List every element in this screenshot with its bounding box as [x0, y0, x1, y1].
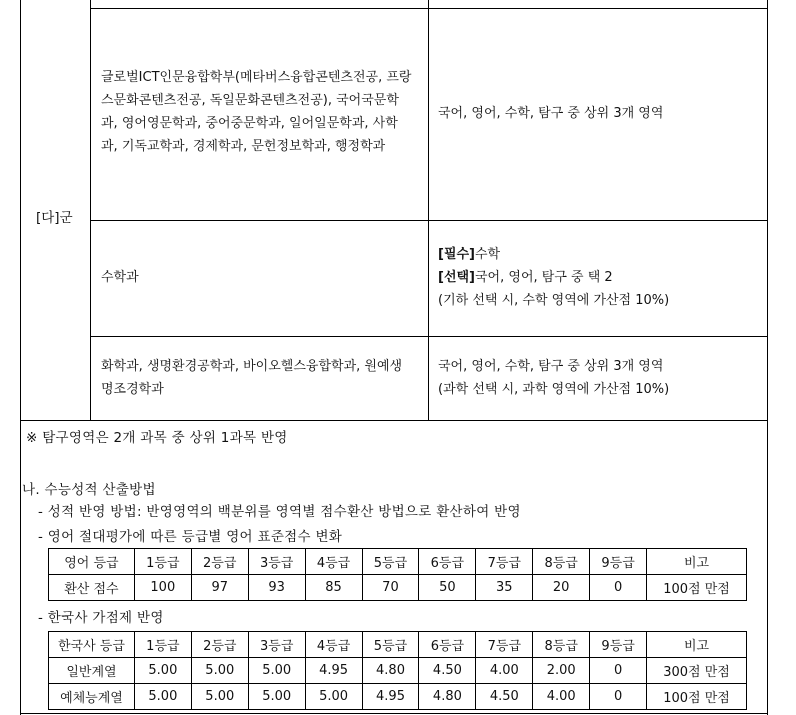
row2-criteria: [필수]수학 [선택]국어, 영어, 탐구 중 택 2 (기하 선택 시, 수학 영역에 가산점 10%) — [438, 247, 670, 308]
document-rule-bottom — [20, 713, 768, 714]
table-row: 한국사 등급 1등급 2등급 3등급 4등급 5등급 6등급 7등급 8등급 9등급 비고 — [49, 632, 747, 658]
inquiry-note: ※ 탐구영역은 2개 과목 중 상위 1과목 반영 — [26, 430, 288, 446]
table-rule-group-col — [90, 0, 91, 420]
section-title: 나. 수능성적 산출방법 — [22, 482, 156, 498]
row1-criteria: 국어, 영어, 수학, 탐구 중 상위 3개 영역 — [438, 106, 664, 121]
row3-departments: 화학과, 생명환경공학과, 바이오헬스융합학과, 원예생 명조경학과 — [101, 359, 403, 397]
row1-departments: 글로벌ICT인문융합학부(메타버스융합콘텐츠전공, 프랑 스문화콘텐츠전공, 독일문화콘텐츠전공), 국어국문학 과, 영어영문학과, 중어중문학과, 일어일문학과, 사학 과, 기독교학과, 경제학과, 문헌정보학과, 행정학과 — [101, 70, 412, 154]
table-rule-row2 — [90, 336, 768, 337]
required-tag: [필수] — [438, 247, 475, 262]
table-rule-criteria-col — [428, 0, 429, 420]
table-row: 환산 점수 100 97 93 85 70 50 35 20 0 100점 만점 — [49, 575, 747, 601]
table-rule-bottom — [20, 420, 768, 421]
table-row: 영어 등급 1등급 2등급 3등급 4등급 5등급 6등급 7등급 8등급 9등급 비고 — [49, 549, 747, 575]
group-label: [다]군 — [36, 210, 73, 226]
table-row: 예체능계열 5.00 5.00 5.00 5.00 4.95 4.80 4.50 4.00 0 100점 만점 — [49, 684, 747, 710]
table-row: 일반계열 5.00 5.00 5.00 4.95 4.80 4.50 4.00 2.00 0 300점 만점 — [49, 658, 747, 684]
bullet-method: - 성적 반영 방법: 반영영역의 백분위를 영역별 점수환산 방법으로 환산하여 반영 — [38, 504, 521, 520]
history-grade-table — [48, 631, 747, 710]
row3-criteria: 국어, 영어, 수학, 탐구 중 상위 3개 영역 (과학 선택 시, 과학 영역에 가산점 10%) — [438, 359, 670, 397]
bullet-history: - 한국사 가점제 반영 — [38, 610, 164, 626]
table-rule-row1 — [90, 220, 768, 221]
row2-departments: 수학과 — [101, 270, 139, 285]
bullet-english: - 영어 절대평가에 따른 등급별 영어 표준점수 변화 — [38, 529, 343, 545]
table-rule-top — [90, 8, 768, 9]
elective-tag: [선택] — [438, 270, 475, 285]
english-grade-table — [48, 548, 747, 601]
